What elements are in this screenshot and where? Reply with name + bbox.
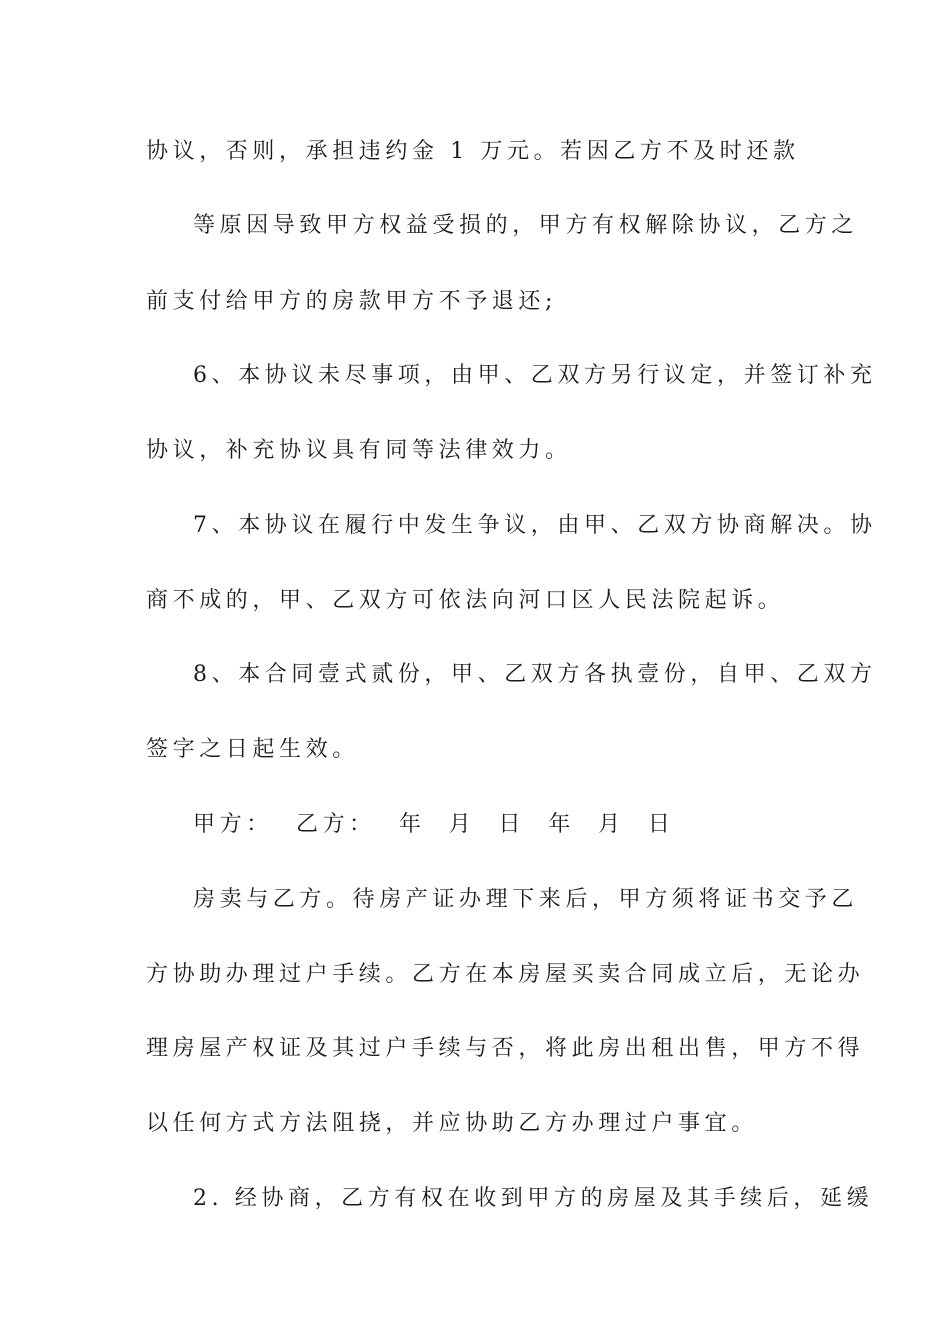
text-line-14: 以任何方式方法阻挠，并应协助乙方办理过户事宜。 (146, 1111, 758, 1136)
text-line-15: 2. 经协商，乙方有权在收到甲方的房屋及其手续后，延缓 (193, 1186, 874, 1211)
text-line-3: 前支付给甲方的房款甲方不予退还; (146, 289, 558, 314)
text-line-2: 等原因导致甲方权益受损的，甲方有权解除协议，乙方之 (193, 213, 859, 238)
text-line-5: 协议，补充协议具有同等法律效力。 (146, 438, 572, 463)
text-line-11: 房卖与乙方。待房产证办理下来后，甲方须将证书交予乙 (193, 887, 859, 912)
text-line-12: 方协助办理过户手续。乙方在本房屋买卖合同成立后，无论办 (146, 962, 865, 987)
text-line-13: 理房屋产权证及其过户手续与否，将此房出租出售，甲方不得 (146, 1036, 865, 1061)
text-line-7: 商不成的，甲、乙双方可依法向河口区人民法院起诉。 (146, 588, 785, 613)
text-line-4: 6、本协议未尽事项，由甲、乙双方另行议定，并签订补充 (193, 363, 877, 388)
text-line-1: 协议，否则，承担违约金 1 万元。若因乙方不及时还款 (146, 139, 800, 164)
text-line-6: 7、本协议在履行中发生争议，由甲、乙双方协商解决。协 (193, 513, 877, 538)
text-line-8: 8、本合同壹式贰份，甲、乙双方各执壹份，自甲、乙双方 (193, 662, 877, 687)
text-line-9: 签字之日起生效。 (146, 737, 359, 762)
signature-line: 甲方： 乙方： 年 月 日 年 月 日 (193, 812, 675, 837)
